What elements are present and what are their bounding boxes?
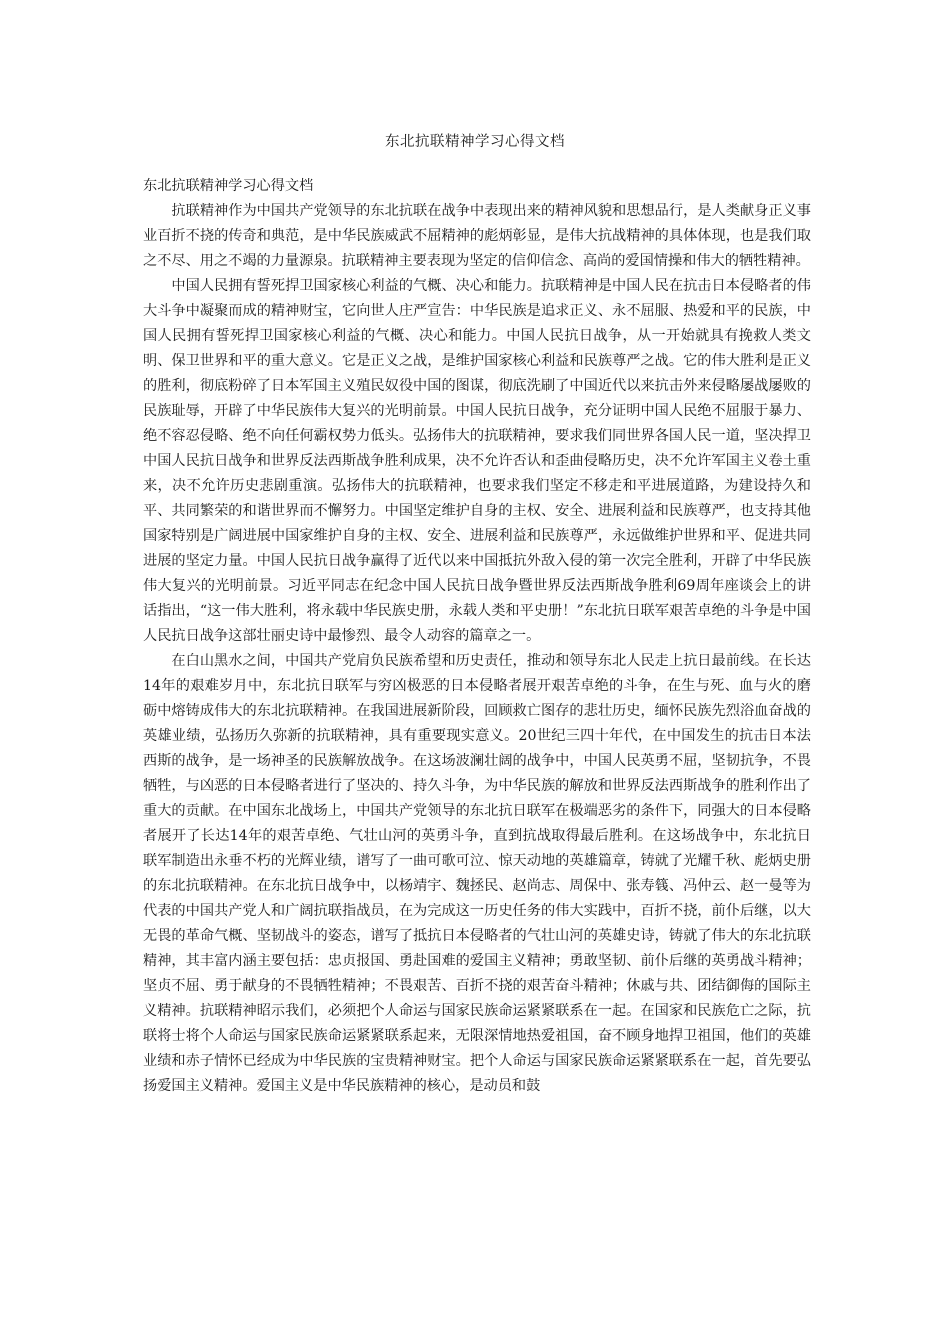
paragraph-2: 中国人民拥有誓死捍卫国家核心利益的气概、决心和能力。抗联精神是中国人民在抗击日本侵略者的伟大斗争中凝聚而成的精神财宝，它向世人庄严宣告：中华民族是追求正义、永不屈服、热爱和平的民族，中国人民拥有誓死捍卫国家核心利益的气概、决心和能力。中国人民抗日战争，从一开始就具有挽救人类文明、保卫世界和平的重大意义。它是正义之战，是维护国家核心利益和民族尊严之战。它的伟大胜利是正义的胜利，彻底粉碎了日本军国主义殖民奴役中国的图谋，彻底洗刷了中国近代以来抗击外来侵略屡战屡败的民族耻辱，开辟了中华民族伟大复兴的光明前景。中国人民抗日战争，充分证明中国人民绝不屈服于暴力、绝不容忍侵略、绝不向任何霸权势力低头。弘扬伟大的抗联精神，要求我们同世界各国人民一道，坚决捍卫中国人民抗日战争和世界反法西斯战争胜利成果，决不允许否认和歪曲侵略历史，决不允许军国主义卷土重来，决不允许历史悲剧重演。弘扬伟大的抗联精神，也要求我们坚定不移走和平进展道路，为建设持久和平、共同繁荣的和谐世界而不懈努力。中国坚定维护自身的主权、安全、进展利益和民族尊严，也支持其他国家特别是广阔进展中国家维护自身的主权、安全、进展利益和民族尊严，永远做维护世界和平、促进共同进展的坚定力量。中国人民抗日战争赢得了近代以来中国抵抗外敌入侵的第一次完全胜利，开辟了中华民族伟大复兴的光明前景。习近平同志在纪念中国人民抗日战争暨世界反法西斯战争胜利69周年座谈会上的讲话指出，“这一伟大胜利，将永载中华民族史册，永载人类和平史册！”东北抗日联军艰苦卓绝的斗争是中国人民抗日战争这部壮丽史诗中最惨烈、最令人动容的篇章之一。	[143, 278, 811, 644]
document-subtitle: 东北抗联精神学习心得文档	[143, 178, 314, 194]
paragraph-3: 在白山黑水之间，中国共产党肩负民族希望和历史责任，推动和领导东北人民走上抗日最前线。在长达14年的艰难岁月中，东北抗日联军与穷凶极恶的日本侵略者展开艰苦卓绝的斗争，在生与死、血与火的磨砺中熔铸成伟大的东北抗联精神。在我国进展新阶段，回顾救亡图存的悲壮历史，缅怀民族先烈浴血奋战的英雄业绩，弘扬历久弥新的抗联精神，具有重要现实意义。20世纪三四十年代，在中国发生的抗击日本法西斯的战争，是一场神圣的民族解放战争。在这场波澜壮阔的战争中，中国人民英勇不屈，坚韧抗争，不畏牺牲，与凶恶的日本侵略者进行了坚决的、持久斗争，为中华民族的解放和世界反法西斯战争的胜利作出了重大的贡献。在中国东北战场上，中国共产党领导的东北抗日联军在极端恶劣的条件下，同强大的日本侵略者展开了长达14年的艰苦卓绝、气壮山河的英勇斗争，直到抗战取得最后胜利。在这场战争中，东北抗日联军制造出永垂不朽的光辉业绩，谱写了一曲可歌可泣、惊天动地的英雄篇章，铸就了光耀千秋、彪炳史册的东北抗联精神。在东北抗日战争中，以杨靖宇、魏拯民、赵尚志、周保中、张寿篯、冯仲云、赵一曼等为代表的中国共产党人和广阔抗联指战员，在为完成这一历史任务的伟大实践中，百折不挠，前仆后继，以大无畏的革命气概、坚韧战斗的姿态，谱写了抵抗日本侵略者的气壮山河的英雄史诗，铸就了伟大的东北抗联精神，其丰富内涵主要包括：忠贞报国、勇赴国难的爱国主义精神；勇敢坚韧、前仆后继的英勇战斗精神；坚贞不屈、勇于献身的不畏牺牲精神；不畏艰苦、百折不挠的艰苦奋斗精神；休戚与共、团结御侮的国际主义精神。抗联精神昭示我们，必须把个人命运与国家民族命运紧紧联系在一起。在国家和民族危亡之际，抗联将士将个人命运与国家民族命运紧紧联系起来，无限深情地热爱祖国，奋不顾身地捍卫祖国，他们的英雄业绩和赤子情怀已经成为中华民族的宝贵精神财宝。把个人命运与国家民族命运紧紧联系在一起，首先要弘扬爱国主义精神。爱国主义是中华民族精神的核心，是动员和鼓	[143, 653, 811, 1094]
document-body	[143, 174, 811, 1099]
document-title: 东北抗联精神学习心得文档	[385, 134, 565, 150]
paragraph-1: 抗联精神作为中国共产党领导的东北抗联在战争中表现出来的精神风貌和思想品行，是人类献身正义事业百折不挠的传奇和典范，是中华民族威武不屈精神的彪炳彰显，是伟大抗战精神的具体体现，也是我们取之不尽、用之不竭的力量源泉。抗联精神主要表现为坚定的信仰信念、高尚的爱国情操和伟大的牺牲精神。	[143, 203, 811, 269]
